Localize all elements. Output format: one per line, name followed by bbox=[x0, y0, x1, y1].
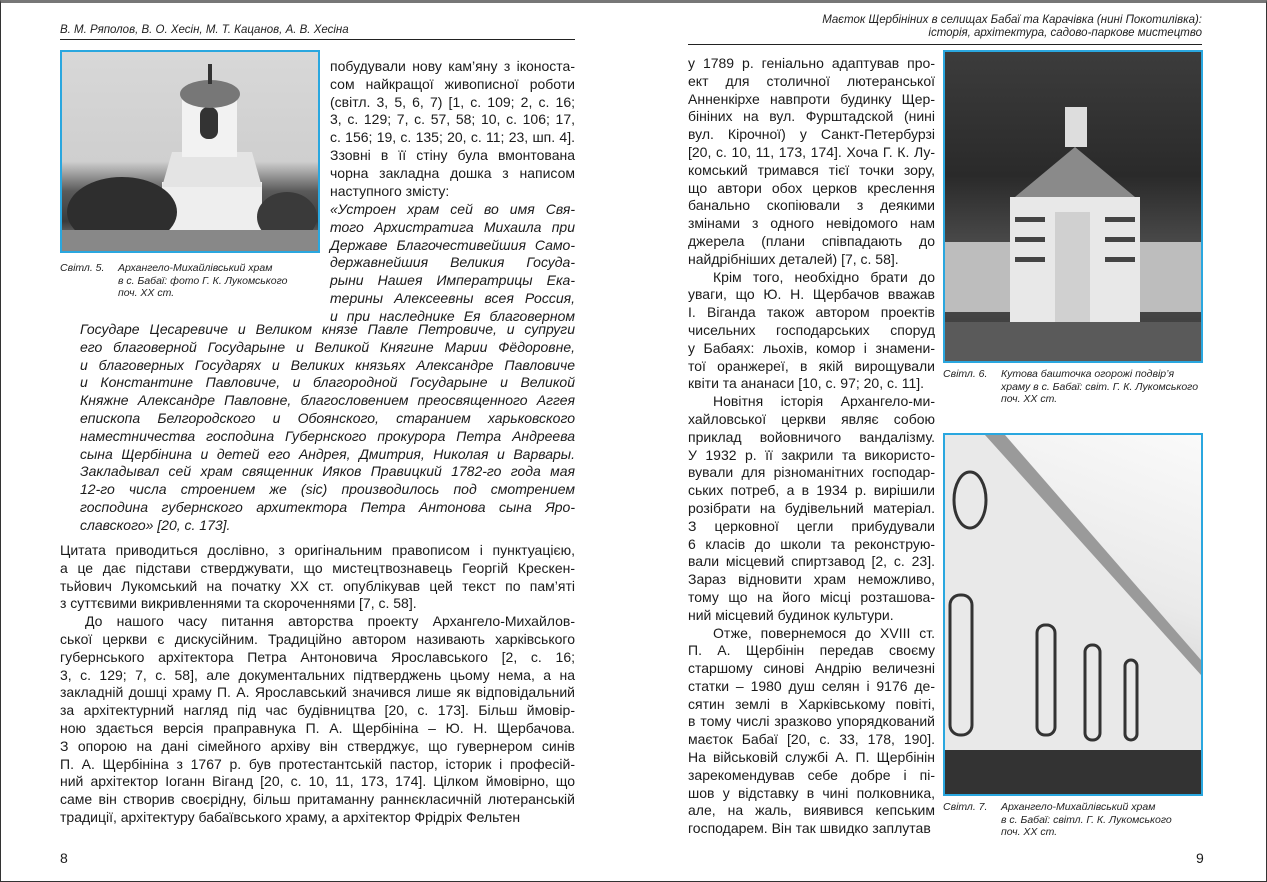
text-line: ект для столичної лютеранської bbox=[688, 72, 935, 89]
text-line: зарекомендував себе добре і пі- bbox=[688, 766, 935, 783]
text-line: П. А. Щербінін передав своєму bbox=[688, 642, 935, 659]
text-line: (світл. 3, 5, 6, 7) [1, с. 109; 2, с. 16; bbox=[330, 93, 575, 110]
text-line: але, на жаль, виявився кепським bbox=[688, 802, 935, 819]
text-line: вул. Кірочної) у Санкт-Петербурзі bbox=[688, 126, 935, 143]
text-line: у 1789 р. геніально адаптував про- bbox=[688, 55, 935, 71]
tower-illustration bbox=[945, 52, 1201, 361]
paragraph bbox=[60, 542, 575, 613]
text-line: старшому синові Андрію величезні bbox=[688, 660, 935, 677]
figure-label: Світл. 7. bbox=[943, 801, 988, 813]
header-rule bbox=[60, 39, 575, 40]
text-line: комський тримався тієї точки зору, bbox=[688, 161, 935, 178]
header-rule bbox=[688, 44, 1202, 45]
paragraph bbox=[330, 201, 575, 326]
text-line: «Устроен храм сей во имя Свя- bbox=[330, 201, 575, 217]
text-line: терины Алексеевны всея Россия, bbox=[330, 289, 575, 306]
text-line: саме він створив своєрідну, більш притаманну раннєкласичній лютеранській bbox=[60, 791, 575, 808]
text-line: квіти та ананаси [10, с. 97; 20, с. 11]. bbox=[688, 375, 925, 392]
text-line: его благоверной Государыне и Великой Княгине Марии Фёдоровне, bbox=[80, 338, 575, 355]
text-line: тьйович Лукомський на початку XX ст. опублікував цей текст по пам’яті bbox=[60, 577, 575, 594]
text-line: традиції, архітектуру бабаївського храму, а архітектор Фрідріх Фельтен bbox=[60, 808, 521, 825]
text-side-column bbox=[330, 58, 575, 200]
text-line: банально скопіювали з деякими bbox=[688, 197, 935, 214]
text-line: наместничества господина Губернского прокурора Петра Андреева bbox=[80, 427, 575, 444]
church-wall-illustration bbox=[945, 435, 1201, 794]
paragraph bbox=[688, 55, 935, 269]
text-line: тої оранжереї, в якій вирощували bbox=[688, 357, 935, 374]
figure-label: Світл. 5. bbox=[60, 262, 105, 274]
text-line: З опорою на дані сімейного архіву він стверджує, що гувернером синів bbox=[60, 737, 575, 754]
text-line: бініних на вул. Фурштадской (нині bbox=[688, 108, 935, 125]
text-line: Княжне Александре Павловне, благословением преосвященного Аггея bbox=[80, 392, 575, 409]
text-line: и благоверных Государях и Великих князьях Александре Павловиче bbox=[80, 356, 575, 373]
church-illustration bbox=[62, 52, 318, 251]
text-line: уваги, що Ю. Н. Щербачов вважав bbox=[688, 286, 935, 303]
running-head-line: Маєток Щербініних в селищах Бабаї та Карачівка (нині Покотилівка): bbox=[822, 14, 1202, 26]
text-line: З церковної цегли прибудували bbox=[688, 517, 935, 534]
text-line: ської церкви є дискусійним. Традиційно автором називають харківського bbox=[60, 630, 575, 647]
text-line: що автори обох церков креслення bbox=[688, 179, 935, 196]
text-line: джерела (плани співпадають до bbox=[688, 232, 935, 249]
text-line: змінами з одного невідомого нам bbox=[688, 215, 935, 232]
text-line: ний місцевий будинок культури. bbox=[688, 606, 894, 623]
figure-7-caption bbox=[943, 801, 1203, 841]
text-line: с. 156; 19, с. 135; 20, с. 11; 23, шп. 4]. bbox=[330, 129, 575, 146]
text-line: и при наследнике Ея благоверном bbox=[330, 307, 575, 324]
text-line: Ззовні в її стіну була вмонтована bbox=[330, 146, 575, 163]
running-head-line: історія, архітектура, садово-паркове мистецтво bbox=[928, 27, 1202, 39]
figure-5-caption bbox=[60, 262, 330, 302]
text-line: державнейшия Великия Госуда- bbox=[330, 254, 575, 271]
text-line: Зараз відновити храм неможливо, bbox=[688, 571, 935, 588]
text-line: найдрібніших деталей) [7, с. 58]. bbox=[688, 250, 899, 267]
text-line: рыни Нашея Императрицы Ека- bbox=[330, 272, 575, 289]
text-line: Государе Цесаревиче и Великом князе Павле Петровиче, и супруги bbox=[80, 321, 575, 337]
caption-line: поч. XX ст. bbox=[1001, 393, 1058, 405]
caption-line: Архангело-Михайлівський храм bbox=[118, 262, 273, 274]
text-line: маєток Бабаї [20, с. 33, 178, 190]. bbox=[688, 731, 935, 748]
text-line: 12-го числа строением же (sic) производилось под смотрением bbox=[80, 481, 575, 498]
text-line: губернського архітектора Петра Антоновича Ярославського [2, с. 16; bbox=[60, 648, 575, 665]
text-line: Новітня історія Архангело-ми- bbox=[713, 393, 935, 410]
paragraph bbox=[330, 58, 575, 200]
photo-church-wall bbox=[943, 433, 1203, 796]
running-head-authors: В. М. Ряполов, В. О. Хесін, М. Т. Кацанов, А. В. Хесіна bbox=[60, 24, 349, 36]
text-line: епископа Белгородского и Обоянского, старанием харьковского bbox=[80, 409, 575, 426]
caption-line: в с. Бабаї: світл. Г. К. Лукомського bbox=[1001, 813, 1172, 826]
photo-corner-tower bbox=[943, 50, 1203, 363]
paragraph bbox=[688, 269, 935, 394]
text-line: шов у відставку в чині полковника, bbox=[688, 784, 935, 801]
text-line: ний архітектор Іоганн Віганд [20, с. 10, 11, 173, 174]. Цілком ймовірно, що bbox=[60, 773, 575, 790]
text-line: а це дає підстави стверджувати, що мистецтвознавець Георгій Крескен- bbox=[60, 559, 575, 576]
caption-line: Архангело-Михайлівський храм bbox=[1001, 801, 1156, 813]
photo-church-archangel-michael bbox=[60, 50, 320, 253]
text-line: того Архистратига Михаила при bbox=[330, 218, 575, 235]
text-line: в тому числі зразково упорядкований bbox=[688, 713, 935, 730]
text-line: чисельних господарських споруд bbox=[688, 321, 935, 338]
text-line: Державе Благочестивейшия Само- bbox=[330, 236, 575, 253]
text-line: розібрати на будівельний матеріал. bbox=[688, 499, 935, 516]
text-line: [20, с. 10, 11, 173, 174]. Хоча Г. К. Лу- bbox=[688, 143, 935, 160]
text-line: славского» [20, с. 173]. bbox=[80, 516, 231, 533]
text-line: ських потреб, а в 1934 р. вирішили bbox=[688, 482, 935, 499]
text-line: побудували нову кам’яну з іконоста- bbox=[330, 58, 575, 74]
text-line: Отже, повернемося до XVIII ст. bbox=[713, 624, 935, 641]
figure-label: Світл. 6. bbox=[943, 368, 988, 380]
paragraph bbox=[688, 393, 935, 624]
text-line: сына Щербінина и детей его Андрея, Дмитрия, Николая и Варвары. bbox=[80, 445, 575, 462]
text-line: П. А. Щербініна з 1767 р. був протестантській пастор, історик і професій- bbox=[60, 755, 575, 772]
text-line: у Бабаях: льохів, комор і знамени- bbox=[688, 339, 935, 356]
text-line: статки – 1980 душ селян і 9176 де- bbox=[688, 677, 935, 694]
text-line: чорна закладна дошка з написом bbox=[330, 164, 575, 181]
text-line: Крім того, необхідно брати до bbox=[713, 268, 935, 285]
caption-line: поч. XX ст. bbox=[118, 287, 175, 299]
left-body-text bbox=[60, 542, 575, 827]
running-head-title bbox=[700, 14, 1202, 40]
text-line: тому що на його місці розташова- bbox=[688, 588, 935, 605]
text-line: ною здається версія праправнука П. А. Щербініна – Ю. Н. Щербачова. bbox=[60, 719, 575, 736]
caption-line: поч. XX ст. bbox=[1001, 826, 1058, 838]
caption-line: в с. Бабаї: фото Г. К. Лукомського bbox=[118, 274, 288, 287]
text-line: сятин землі в Харківському повіті, bbox=[688, 695, 935, 712]
text-line: Цитата приводиться дослівно, з оригінальним правописом і пунктуацією, bbox=[60, 542, 575, 558]
text-line: хайловської церкви являє собою bbox=[688, 410, 935, 427]
right-body-text bbox=[688, 55, 935, 838]
text-line: І. Віганда також автором проектів bbox=[688, 304, 935, 321]
quote-wide bbox=[80, 320, 575, 534]
text-line: 6 класів до школи та реконструю- bbox=[688, 535, 935, 552]
text-line: закладній дошці храму П. А. Ярославський значився лише як відповідальний bbox=[60, 684, 575, 701]
text-line: Анненкірхе навпроти будинку Щер- bbox=[688, 90, 935, 107]
text-line: за архітектурний нагляд під час будівництва [20, с. 173]. Більш ймовір- bbox=[60, 702, 575, 719]
text-line: господарем. Він так швидко заплутав bbox=[688, 820, 931, 837]
text-line: Закладывал сей храм священник Ияков Правицкий 1782-го года мая bbox=[80, 463, 575, 480]
text-line: наступного змісту: bbox=[330, 182, 450, 199]
text-line: з суттєвими викривленнями та скороченнями [7, с. 58]. bbox=[60, 595, 417, 612]
text-line: приклад войовничого вандалізму. bbox=[688, 428, 935, 445]
text-line: господина губернского архитектора Петра Антонова сына Яро- bbox=[80, 498, 575, 515]
caption-line: храму в с. Бабаї: світ. Г. К. Лукомського bbox=[1001, 380, 1199, 393]
text-line: 3, с. 129; 7, с. 57, 58; 10, с. 106; 17, bbox=[330, 111, 575, 128]
figure-6-caption bbox=[943, 368, 1203, 408]
text-line: 3, с. 129; 7, с. 58], але документальних підтверджень цьому нема, а на bbox=[60, 666, 575, 683]
paragraph bbox=[688, 625, 935, 839]
text-line: вали місцевий спиртзавод [2, с. 23]. bbox=[688, 553, 935, 570]
text-line: На військовій службі А. П. Щербінін bbox=[688, 749, 935, 766]
caption-line: Кутова башточка огорожі подвір’я bbox=[1001, 368, 1175, 380]
page-number-left: 8 bbox=[60, 850, 68, 866]
text-line: вували для різноманітних господар- bbox=[688, 464, 935, 481]
text-line: и Константине Павловиче, и благородной Государыне и Великой bbox=[80, 374, 575, 391]
page-number-right: 9 bbox=[1196, 850, 1204, 866]
paragraph bbox=[60, 613, 575, 827]
quote-side-column bbox=[330, 201, 575, 326]
paragraph bbox=[80, 320, 575, 534]
text-line: сом найкращої живописної роботи bbox=[330, 75, 575, 92]
text-line: У 1932 р. її закрили та використо- bbox=[688, 446, 935, 463]
text-line: До нашого часу питання авторства проекту Архангело-Михайлов- bbox=[85, 613, 575, 630]
